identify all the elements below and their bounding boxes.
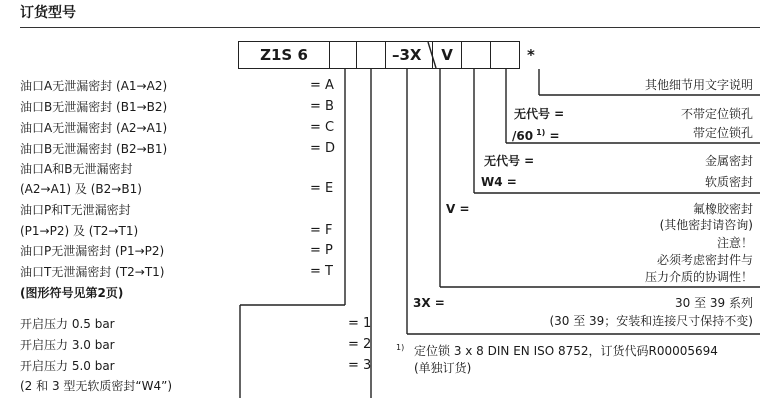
left-item-label: (A2→A1) 及 (B2→B1) <box>20 182 142 196</box>
left-item-code: = D <box>310 141 336 156</box>
dash-mark: – <box>392 46 400 64</box>
left-item-label: 油口P无泄漏密封 (P1→P2) <box>20 244 165 258</box>
pressure-code: = 3 <box>348 358 372 373</box>
series-note: (30 至 39；安装和连接尺寸保持不变) <box>549 314 753 328</box>
series-code: 3X <box>399 46 422 64</box>
w4-code: W4 = <box>481 175 517 189</box>
left-item-code: = A <box>310 78 334 93</box>
code-box-other: * <box>527 46 535 64</box>
left-item-code: = E <box>310 181 334 196</box>
left-item-label: 油口B无泄漏密封 (B1→B2) <box>20 100 168 114</box>
w4-label: 软质密封 <box>704 175 753 189</box>
left-item-code: = F <box>310 223 333 238</box>
pressure-code: = 1 <box>348 316 372 331</box>
footnote-line: 定位锁 3 x 8 DIN EN ISO 8752，订货代码R00005694 <box>414 344 718 358</box>
series-label: 30 至 39 系列 <box>675 296 753 310</box>
footnote-ref: 1) <box>536 128 546 137</box>
v-line: 压力介质的协调性！ <box>644 270 753 284</box>
lock-60-value: /60 <box>512 129 534 143</box>
left-item-code: = T <box>310 264 333 279</box>
left-item-code: = C <box>310 120 335 135</box>
left-item-label: 油口A和B无泄漏密封 <box>20 162 133 176</box>
pressure-code: = 2 <box>348 337 372 352</box>
code-box-prefix: Z1S 6 <box>238 41 330 69</box>
v-line: 注意！ <box>716 236 753 250</box>
other-details-label: 其他细节用文字说明 <box>644 78 753 92</box>
left-item-label: 油口T无泄漏密封 (T2→T1) <box>20 265 165 279</box>
lock-60-eq: = <box>549 129 560 143</box>
v-line: 必须考虑密封件与 <box>656 253 753 267</box>
lock-60-code <box>512 126 560 143</box>
seal-none-label: 金属密封 <box>704 154 753 168</box>
left-item-label: 油口A无泄漏密封 (A2→A1) <box>20 121 168 135</box>
left-item-code: = P <box>310 243 333 258</box>
page-title: 订货型号 <box>20 5 76 21</box>
footnote-line: (单独订货) <box>414 361 472 375</box>
series-code-label: 3X = <box>413 296 445 310</box>
left-item-label: 油口B无泄漏密封 (B2→B1) <box>20 142 168 156</box>
left-item-code: = B <box>310 99 334 114</box>
pressure-note: (2 和 3 型无软质密封“W4”) <box>20 379 173 393</box>
pressure-label: 开启压力 5.0 bar <box>20 359 115 373</box>
code-box-seal: V <box>432 41 462 69</box>
v-line: 氟橡胶密封 <box>692 202 753 216</box>
left-item-label: 油口A无泄漏密封 (A1→A2) <box>20 79 168 93</box>
pressure-label: 开启压力 3.0 bar <box>20 338 115 352</box>
left-item-note: (图形符号见第2页) <box>20 286 124 300</box>
pressure-label: 开启压力 0.5 bar <box>20 317 115 331</box>
left-item-label: (P1→P2) 及 (T2→T1) <box>20 224 139 238</box>
v-code: V = <box>446 202 470 216</box>
v-line: (其他密封请咨询) <box>659 218 753 232</box>
lock-none-code: 无代号 = <box>514 107 565 121</box>
lock-60-label: 带定位锁孔 <box>692 126 753 140</box>
lock-none-label: 不带定位锁孔 <box>680 107 753 121</box>
left-item-label: 油口P和T无泄漏密封 <box>20 203 131 217</box>
seal-none-code: 无代号 = <box>484 154 535 168</box>
footnote-mark: 1) <box>396 343 405 352</box>
